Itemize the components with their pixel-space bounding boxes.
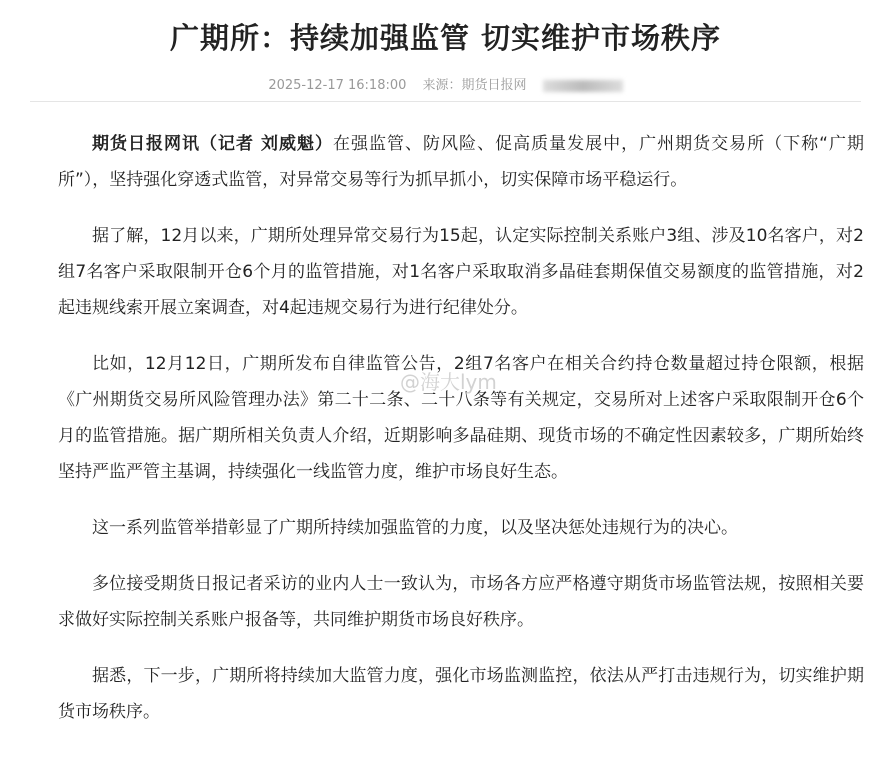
article-source: 来源：期货日报网 [422,78,527,93]
article-title: 广期所：持续加强监管 切实维护市场秩序 [169,21,722,55]
article-meta [0,74,891,93]
paragraph: 据了解，12月以来，广期所处理异常交易行为15起，认定实际控制关系账户3组、涉及10名客户，对2组7名客户采取限制开仓6个月的监管措施，对1名客户采取取消多晶硅套期保值交易额度的监管措施，对2起违规线索开展立案调查，对4起违规交易行为进行纪律处分。 [58,226,864,318]
article-body [58,126,864,750]
paragraph-text: 在强监管、防风险、促高质量发展中，广州期货交易所（下称“广期所”），坚持强化穿透式监管，对异常交易等行为抓早抓小，切实保障市场平稳运行。 [58,134,865,190]
watermark: @海大lym [400,370,497,394]
paragraph: 这一系列监管举措彰显了广期所持续加强监管的力度，以及坚决惩处违规行为的决心。 [92,518,738,538]
lead-byline: 期货日报网讯（记者 刘威魁） [92,134,334,154]
paragraph: 据悉，下一步，广期所将持续加大监管力度，强化市场监测监控，依法从严打击违规行为，切实维护期货市场秩序。 [58,666,864,722]
paragraph: 比如，12月12日，广期所发布自律监管公告，2组7名客户在相关合约持仓数量超过持仓限额，根据《广州期货交易所风险管理办法》第二十二条、二十八条等有关规定，交易所对上述客户采取限制开仓6个月的监管措施。据广期所相关负责人介绍，近期影响多晶硅期、现货市场的不确定性因素较多，广期所始终坚持严监严管主基调，持续强化一线监管力度，维护市场良好生态。 [58,354,864,482]
publish-datetime: 2025-12-17 16:18:00 [268,78,407,93]
blurred-author [543,80,623,92]
paragraph [58,126,864,198]
divider [30,101,861,102]
paragraph: 多位接受期货日报记者采访的业内人士一致认为，市场各方应严格遵守期货市场监管法规，按照相关要求做好实际控制关系账户报备等，共同维护期货市场良好秩序。 [58,574,864,630]
